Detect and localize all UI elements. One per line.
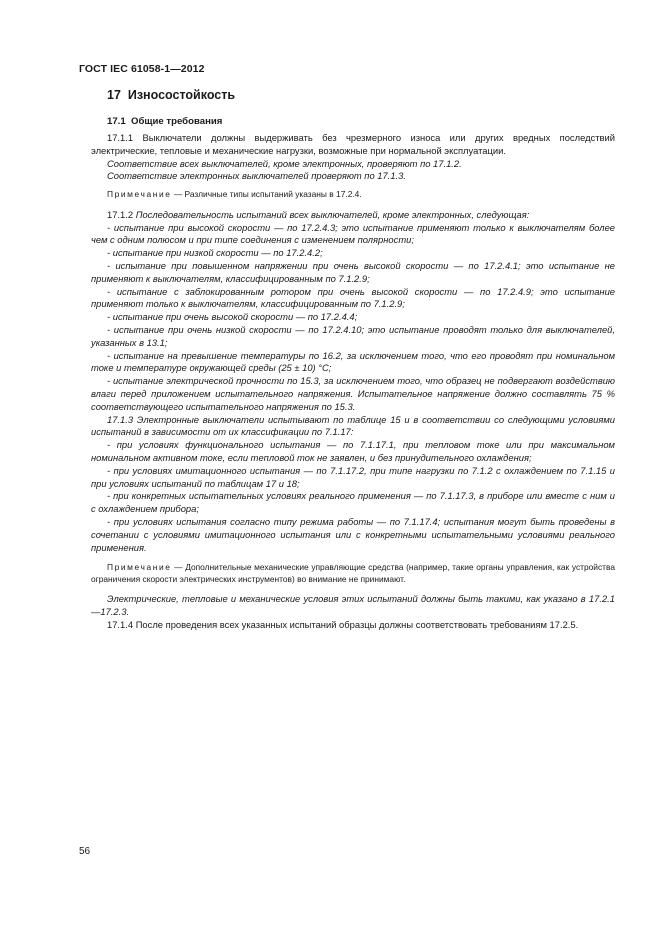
list-item: - испытание при высокой скорости — по 17.2.4.3; это испытание применяют только к выключателям более чем с одним полюсом и при типе соединения с изменением полярности; xyxy=(91,221,615,246)
list-item: - испытание электрической прочности по 15.3, за исключением того, что образец не подвергают воздействию влаги перед приложением испытательного напряжения. Испытательное напряжение должно составлять 75 % соответствующего испытательного напряжения по 15.3. xyxy=(91,375,615,412)
list-item: - при условиях функционального испытания — по 7.1.17.1, при тепловом токе или при максимальном номинальном активном токе, если тепловой ток не заявлен, и без принудительного охлаждения; xyxy=(91,439,615,463)
paragraph-text: Выключатели должны выдерживать без чрезмерного износа или других вредных последствий электрические, тепловые и механические нагрузки, возможные при нормальной эксплуатации. xyxy=(91,132,615,156)
paragraph-17-1-2 xyxy=(91,209,615,222)
note-label: Примечание xyxy=(107,562,172,573)
subsection-heading xyxy=(107,116,222,127)
note-text: — Дополнительные механические управляющие средства (например, такие органы управления, как устройства ограничения скорости электрических инструментов) во внимание не принимают. xyxy=(91,562,616,584)
paragraph-text: Последовательность испытаний всех выключателей, кроме электронных, следующая: xyxy=(135,208,530,220)
paragraph-text: После проведения всех указанных испытаний образцы должны соответствовать требованиям 17.2.5. xyxy=(135,619,579,631)
subsection-number: 17.1 xyxy=(107,116,126,127)
clause-number: 17.1.1 xyxy=(107,132,134,143)
note-2 xyxy=(91,562,615,585)
paragraph-17-1-4 xyxy=(91,619,615,632)
clause-number: 17.1.3 xyxy=(107,413,134,425)
paragraph-text: Электронные выключатели испытывают по таблице 15 и в соответствии со следующими условиями испытаний в зависимости от их классификации по 7.1.17: xyxy=(91,413,615,438)
list-item: - испытание с заблокированным ротором при очень высокой скорости — по 17.2.4.9; это испытание применяют только к выключателям, классифицированным по 7.1.2.9; xyxy=(91,285,615,310)
clause-number: 17.1.2 xyxy=(107,208,134,220)
subsection-title: Общие требования xyxy=(131,116,223,127)
document-body xyxy=(91,132,615,632)
compliance-text: Соответствие всех выключателей, кроме электронных, проверяют по 17.1.2. xyxy=(107,157,462,169)
section-title: Износостойкость xyxy=(127,88,236,102)
section-heading xyxy=(107,88,235,102)
paragraph-17-1-3 xyxy=(91,414,615,440)
note-label: Примечание xyxy=(107,189,172,200)
note-1 xyxy=(91,189,615,201)
note-text: — Различные типы испытаний указаны в 17.2.4. xyxy=(173,189,362,200)
list-item: - испытание при низкой скорости — по 17.2.4.2; xyxy=(107,247,323,259)
list-item: - испытание при повышенном напряжении при очень высокой скорости — по 17.2.4.1; это испытание не применяют к выключателям, классифицированным по 7.1.2.9; xyxy=(91,259,615,284)
paragraph-conditions: Электрические, тепловые и механические условия этих испытаний должны быть такими, как указано в 17.2.1—17.2.3. xyxy=(91,593,615,618)
list-item: - при условиях имитационного испытания — по 7.1.17.2, при типе нагрузки по 7.1.2 с охлаждением по 7.1.15 и при условиях испытаний по таблицам 17 и 18; xyxy=(91,464,615,489)
list-item: - испытание при очень высокой скорости — по 17.2.4.4; xyxy=(107,311,358,323)
document-header: ГОСТ IEC 61058-1—2012 xyxy=(79,63,205,75)
list-item: - при конкретных испытательных условиях реального применения — по 7.1.17.3, в приборе или вместе с ним и с охлаждением прибора; xyxy=(91,490,615,515)
clause-number: 17.1.4 xyxy=(107,619,134,631)
compliance-text: Соответствие электронных выключателей проверяют по 17.1.3. xyxy=(107,170,406,182)
list-item: - испытание на превышение температуры по 16.2, за исключением того, что его проводят при номинальном токе и температуре окружающей среды (25 ± 10) °C; xyxy=(91,349,615,374)
page-number: 56 xyxy=(79,846,91,857)
paragraph-17-1-1 xyxy=(91,132,615,158)
list-item: - при условиях испытания согласно типу режима работы — по 7.1.17.4; испытания могут быть проведены в сочетании с условиями имитационного испытания или с конкретными испытательными условиями реального применения. xyxy=(91,515,615,553)
section-number: 17 xyxy=(107,88,121,102)
list-item: - испытание при очень низкой скорости — по 17.2.4.10; это испытание проводят только для выключателей, указанных в 13.1; xyxy=(91,323,615,348)
